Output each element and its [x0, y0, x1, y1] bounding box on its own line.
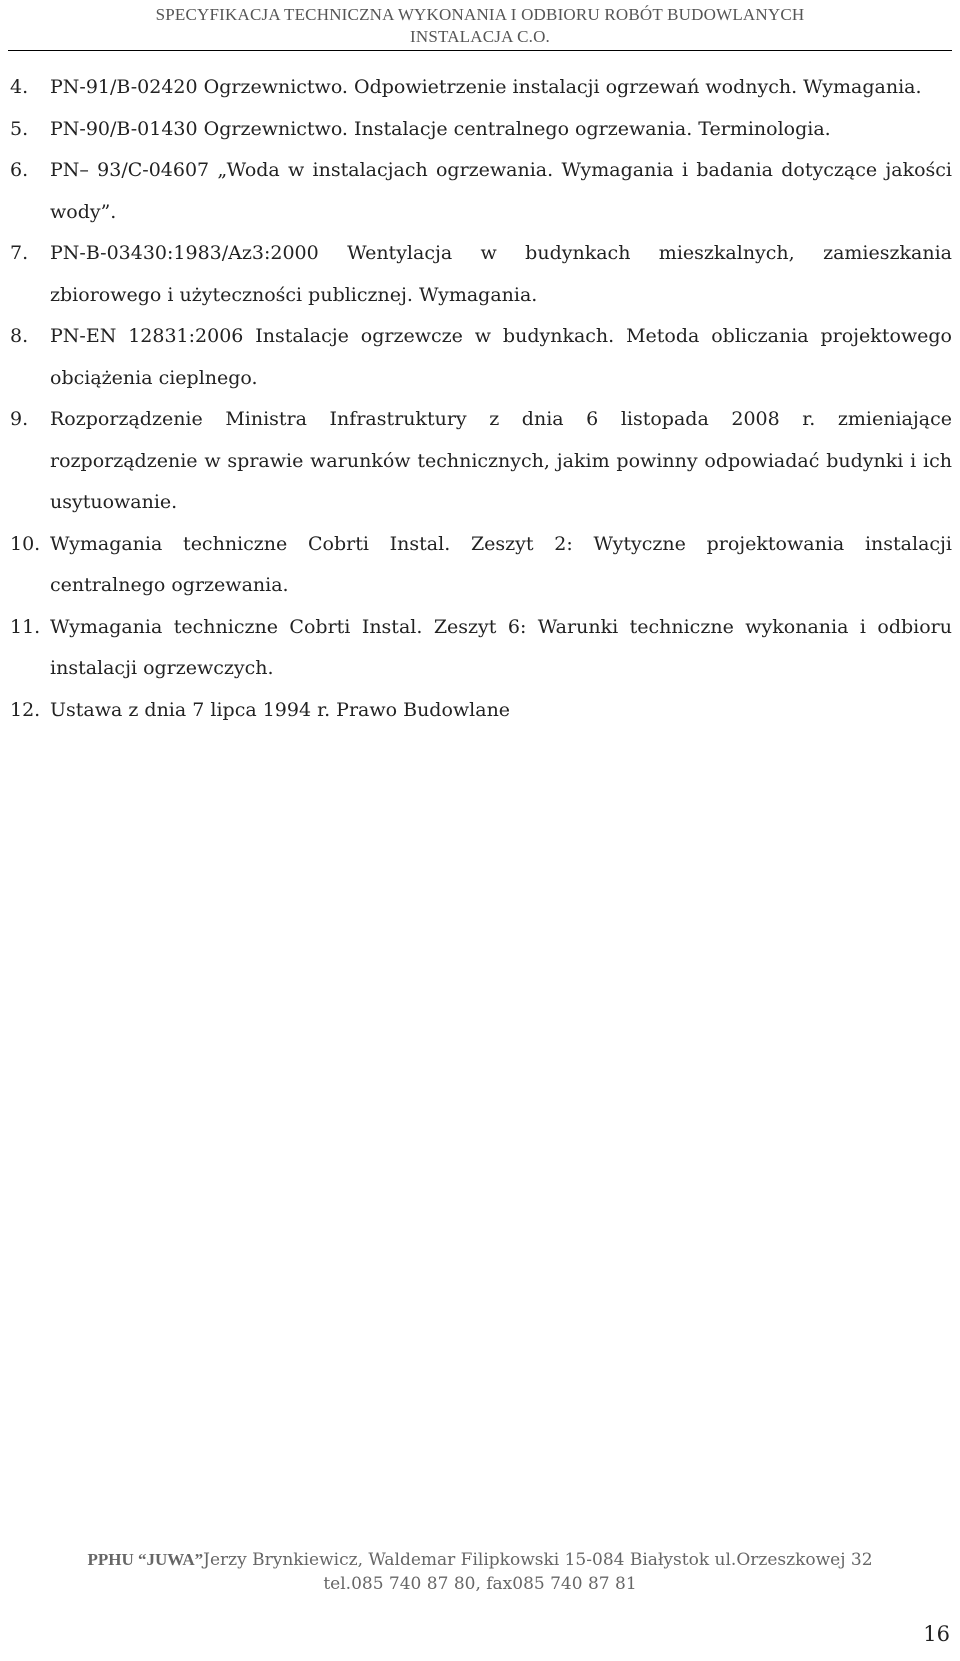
footer-owners: Jerzy Brynkiewicz, Waldemar Filipkowski 15-084 Białystok ul.Orzeszkowej 32 [203, 1550, 873, 1570]
footer-address-line [0, 1548, 960, 1572]
list-item-number: 6. [10, 159, 29, 181]
list-item [0, 233, 960, 316]
list-item [0, 316, 960, 399]
list-item [0, 607, 960, 690]
list-item-number: 8. [10, 325, 29, 347]
list-item [0, 109, 960, 151]
list-item-text: PN-B-03430:1983/Az3:2000 Wentylacja w budynkach mieszkalnych, zamieszkania zbiorowego i użyteczności publicznej. Wymagania. [50, 242, 952, 306]
list-item-number: 10. [10, 532, 41, 555]
list-item [0, 690, 960, 732]
header-divider [8, 50, 952, 51]
list-item [0, 150, 960, 233]
page-number: 16 [923, 1622, 950, 1646]
header-title: SPECYFIKACJA TECHNICZNA WYKONANIA I ODBIORU ROBÓT BUDOWLANYCH [155, 5, 805, 24]
list-item-text: Wymagania techniczne Cobrti Instal. Zeszyt 6: Warunki techniczne wykonania i odbioru instalacji ogrzewczych. [50, 615, 952, 679]
footer-company: PPHU “JUWA” [87, 1550, 204, 1569]
list-item-text: Rozporządzenie Ministra Infrastruktury z dnia 6 listopada 2008 r. zmieniające rozporządzenie w sprawie warunków technicznych, jakim powinny odpowiadać budynki i ich usytuowanie. [50, 408, 952, 513]
list-item-number: 4. [10, 76, 29, 98]
page-footer [0, 1548, 960, 1596]
standards-list [0, 67, 960, 731]
list-item [0, 524, 960, 607]
list-item-text: Wymagania techniczne Cobrti Instal. Zeszyt 2: Wytyczne projektowania instalacji centralnego ogrzewania. [50, 532, 952, 596]
list-item-number: 12. [10, 698, 41, 721]
list-item-text: PN– 93/C-04607 „Woda w instalacjach ogrzewania. Wymagania i badania dotyczące jakości wody”. [50, 159, 952, 223]
list-item-text: PN-90/B-01430 Ogrzewnictwo. Instalacje centralnego ogrzewania. Terminologia. [50, 117, 831, 140]
list-item-text: PN-91/B-02420 Ogrzewnictwo. Odpowietrzenie instalacji ogrzewań wodnych. Wymagania. [50, 76, 922, 98]
list-item [0, 399, 960, 524]
header-subtitle: INSTALACJA C.O. [409, 27, 550, 46]
list-item-number: 7. [10, 242, 29, 264]
list-item [0, 67, 960, 109]
list-item-number: 5. [10, 117, 29, 140]
list-item-text: PN-EN 12831:2006 Instalacje ogrzewcze w budynkach. Metoda obliczania projektowego obciążenia cieplnego. [50, 325, 952, 389]
list-item-number: 9. [10, 408, 29, 430]
footer-contact: tel.085 740 87 80, fax085 740 87 81 [323, 1574, 637, 1594]
list-item-number: 11. [10, 615, 41, 638]
list-item-text: Ustawa z dnia 7 lipca 1994 r. Prawo Budowlane [50, 698, 511, 721]
page-header [0, 4, 960, 48]
